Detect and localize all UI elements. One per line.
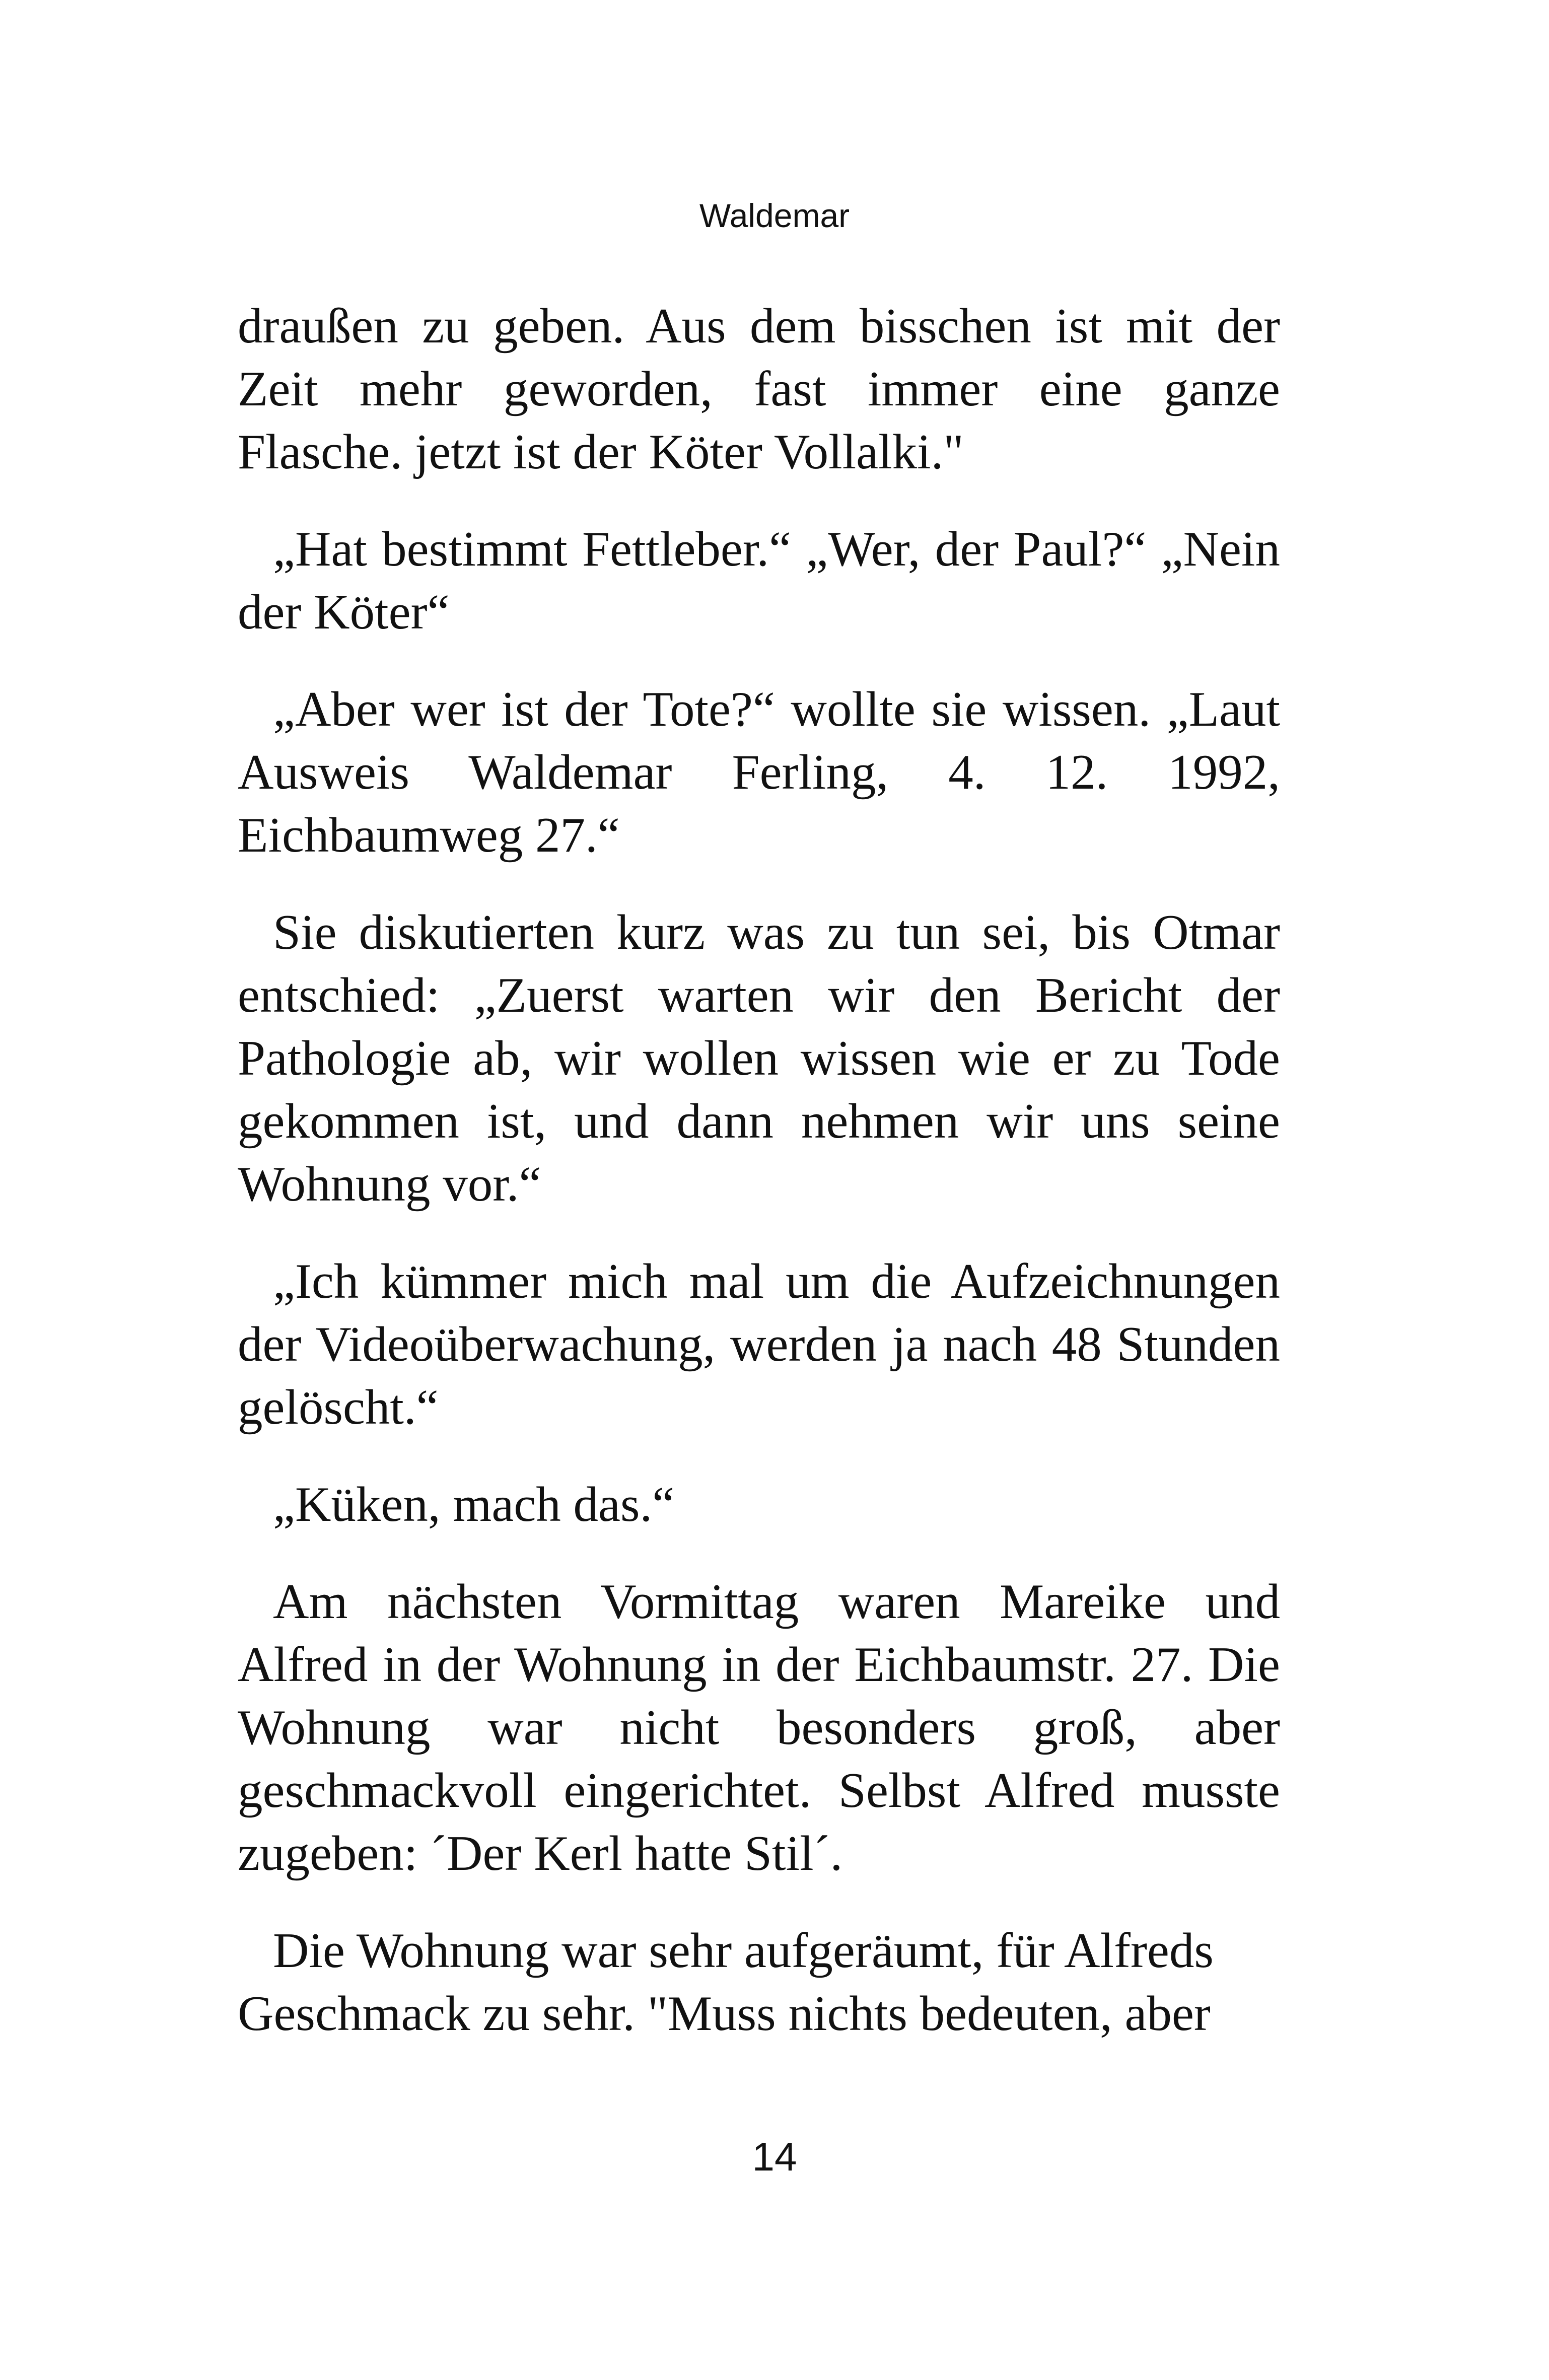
paragraph-2: „Hat bestimmt Fettleber.“ „Wer, der Paul?“ „Nein der Köter“ <box>238 522 1280 640</box>
paragraph-7: Am nächsten Vormittag waren Mareike und Alfred in der Wohnung in der Eichbaumstr. 27. Die Wohnung war nicht besonders groß, aber geschmackvoll eingerichtet. Selbst Alfred musste zugeben: ´Der Kerl hatte Stil´. <box>238 1574 1280 1881</box>
running-head-title: Waldemar <box>699 197 850 234</box>
paragraph-5: „Ich kümmer mich mal um die Aufzeichnungen der Videoüberwachung, werden ja nach 48 Stunden gelöscht.“ <box>238 1254 1280 1435</box>
page-number: 14 <box>752 2134 797 2179</box>
paragraph-6: „Küken, mach das.“ <box>273 1477 675 1532</box>
paragraph-3: „Aber wer ist der Tote?“ wollte sie wissen. „Laut Ausweis Waldemar Ferling, 4. 12. 1992, Eichbaumweg 27.“ <box>238 682 1280 863</box>
paragraph-4: Sie diskutierten kurz was zu tun sei, bis Otmar entschied: „Zuerst warten wir den Bericht der Pathologie ab, wir wollen wissen wie er zu Tode gekommen ist, und dann nehmen wir uns seine Wohnung vor.“ <box>238 905 1280 1212</box>
paragraph-8: Die Wohnung war sehr aufgeräumt, für Alfreds Geschmack zu sehr. "Muss nichts bedeuten, aber <box>238 1923 1214 2041</box>
page-body-text <box>238 295 1280 2079</box>
paragraph-1: draußen zu geben. Aus dem bisschen ist mit der Zeit mehr geworden, fast immer eine ganze Flasche. jetzt ist der Köter Vollalki." <box>238 299 1280 479</box>
